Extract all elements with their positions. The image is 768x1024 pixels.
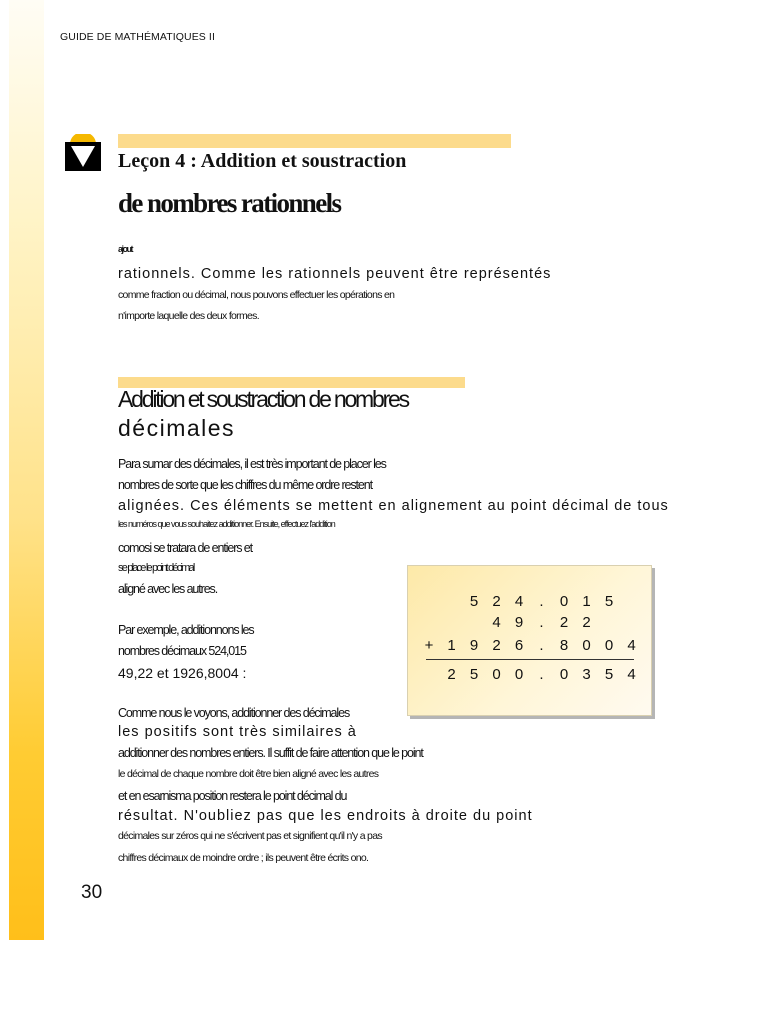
addition-digit: 2 bbox=[492, 593, 501, 610]
addition-digit: 0 bbox=[582, 637, 591, 654]
paragraph-line: Comme nous le voyons, additionner des décimales bbox=[118, 706, 350, 720]
addition-digit: 9 bbox=[469, 637, 479, 654]
paragraph-line: nombres de sorte que les chiffres du même ordre restent bbox=[118, 478, 373, 492]
addition-digit: . bbox=[539, 614, 544, 631]
page-number: 30 bbox=[81, 882, 103, 903]
lesson-title-line2: de nombres rationnels bbox=[118, 188, 341, 218]
lesson-logo-icon bbox=[64, 134, 102, 172]
addition-digit: 0 bbox=[559, 593, 569, 610]
intro-line-3: n'importe laquelle des deux formes. bbox=[118, 310, 259, 322]
intro-fragment: ajout bbox=[118, 244, 132, 254]
addition-digit: 3 bbox=[582, 666, 591, 683]
paragraph-line: se place le point décimal bbox=[118, 562, 194, 574]
addition-digit: 2 bbox=[559, 614, 569, 631]
paragraph-line: le décimal de chaque nombre doit être bien aligné avec les autres bbox=[118, 768, 379, 780]
addition-digit: 6 bbox=[514, 637, 524, 654]
addition-operand-row bbox=[408, 637, 651, 657]
addition-digit: 1 bbox=[582, 593, 591, 610]
paragraph-line: les numéros que vous souhaitez additionner. Ensuite, effectuez l'addition bbox=[118, 519, 335, 529]
section-title-line2: décimales bbox=[118, 415, 236, 441]
addition-digit: . bbox=[539, 593, 544, 610]
sum-line bbox=[426, 659, 634, 660]
paragraph-line: alignées. Ces éléments se mettent en alignement au point décimal de tous bbox=[118, 498, 669, 514]
paragraph-line: et en esarnisma position restera le point décimal du bbox=[118, 789, 347, 803]
addition-digit: 2 bbox=[582, 614, 591, 631]
addition-digit: 0 bbox=[559, 666, 569, 683]
lesson-title-line1: Leçon 4 : Addition et soustraction bbox=[118, 150, 407, 172]
addition-operand-row bbox=[408, 593, 651, 613]
paragraph-line: décimales sur zéros qui ne s'écrivent pas et signifient qu'il n'y a pas bbox=[118, 830, 382, 842]
running-header: GUIDE DE MATHÉMATIQUES II bbox=[60, 31, 215, 43]
addition-digit: 5 bbox=[604, 666, 614, 683]
addition-digit: 4 bbox=[627, 637, 636, 654]
addition-digit: 0 bbox=[514, 666, 524, 683]
paragraph-line: Par exemple, additionnons les bbox=[118, 623, 254, 637]
addition-digit: 0 bbox=[492, 666, 501, 683]
addition-digit: . bbox=[539, 666, 544, 683]
addition-digit: . bbox=[539, 637, 544, 654]
addition-digit: 4 bbox=[514, 593, 524, 610]
paragraph-line: additionner des nombres entiers. Il suffit de faire attention que le point bbox=[118, 746, 423, 760]
addition-digit: 2 bbox=[447, 666, 456, 683]
section-title-line1: Addition et soustraction de nombres bbox=[118, 386, 408, 412]
addition-digit: 4 bbox=[492, 614, 501, 631]
paragraph-line: chiffres décimaux de moindre ordre ; ils peuvent être écrits ono. bbox=[118, 852, 369, 864]
addition-digit: 8 bbox=[559, 637, 569, 654]
addition-digit: 5 bbox=[604, 593, 614, 610]
addition-digit: 1 bbox=[447, 637, 456, 654]
addition-digit: 4 bbox=[627, 666, 636, 683]
addition-digit: 0 bbox=[604, 637, 614, 654]
paragraph-line: nombres décimaux 524,015 bbox=[118, 644, 246, 658]
addition-digit: + bbox=[424, 637, 434, 654]
paragraph-line: aligné avec les autres. bbox=[118, 582, 218, 596]
addition-digit: 5 bbox=[469, 593, 479, 610]
title-highlight-bar bbox=[118, 134, 511, 148]
intro-line-1: rationnels. Comme les rationnels peuvent être représentés bbox=[118, 266, 552, 282]
paragraph-line: 49,22 et 1926,8004 : bbox=[118, 665, 247, 681]
paragraph-line: les positifs sont très similaires à bbox=[118, 724, 357, 740]
paragraph-line: Para sumar des décimales, il est très important de placer les bbox=[118, 457, 386, 471]
paragraph-line: comosi se tratara de entiers et bbox=[118, 541, 253, 555]
sidebar-stripe bbox=[9, 0, 44, 940]
addition-digit: 5 bbox=[469, 666, 479, 683]
addition-digit: 9 bbox=[514, 614, 524, 631]
intro-line-2: comme fraction ou décimal, nous pouvons effectuer les opérations en bbox=[118, 289, 395, 301]
addition-result-row bbox=[408, 666, 651, 686]
addition-example-box bbox=[407, 565, 652, 716]
addition-digit: 2 bbox=[492, 637, 501, 654]
paragraph-line: résultat. N'oubliez pas que les endroits à droite du point bbox=[118, 808, 533, 824]
addition-operand-row bbox=[408, 614, 651, 634]
